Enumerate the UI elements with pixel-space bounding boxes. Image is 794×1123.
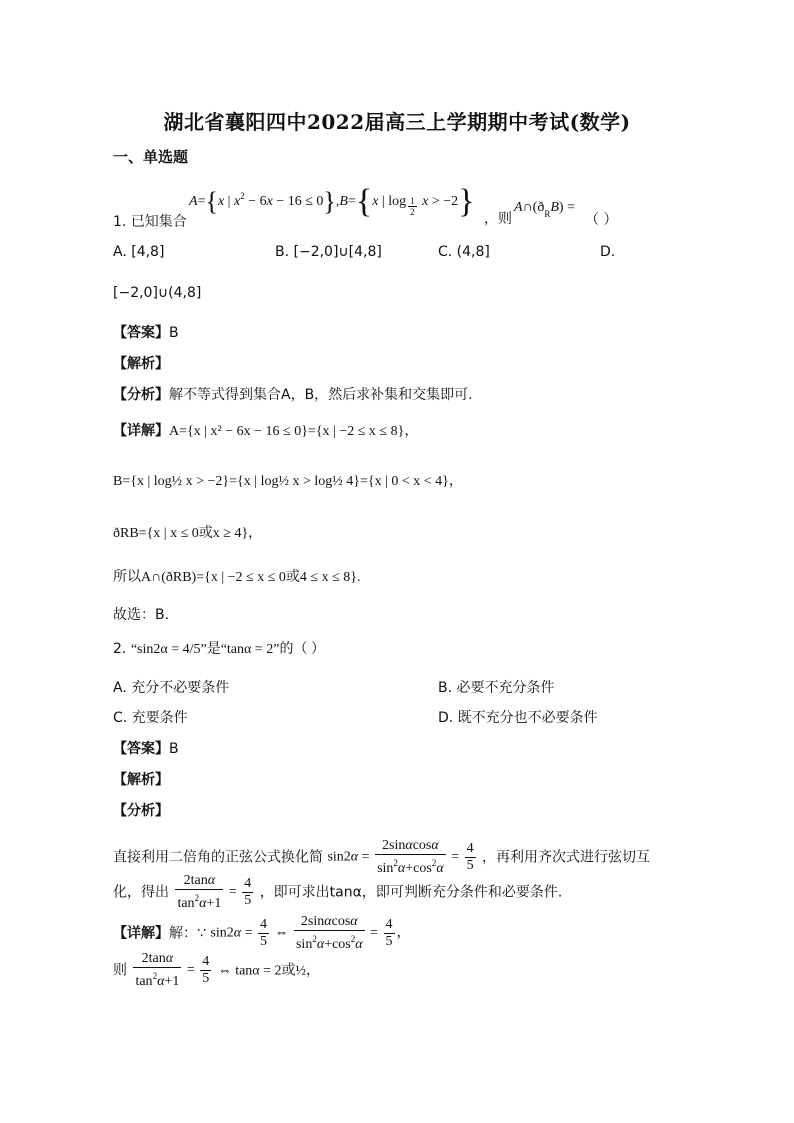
q2-detail-b-suffix: ⇔ tanα = 2或½， xyxy=(217,963,321,979)
q1-ask-prefix: ，则 xyxy=(484,211,512,227)
q2-option-a: A. 充分不必要条件 xyxy=(113,680,230,696)
q2-fenxi-line1 xyxy=(113,838,650,877)
q1-analysis-label: 【解析】 xyxy=(113,356,169,372)
q1-detail-line4-prefix: 所以 xyxy=(113,569,141,585)
q2-detail-formula1: sin2α = $\frac{4}{5}$ ⇔ $\frac{2\sin\alpha\cos\alpha}{\sin^2\alpha+\cos^2\alpha}$ = $\frac{4}{5}$ ， xyxy=(210,914,411,952)
q1-answer xyxy=(113,322,179,342)
q2-detail-line1 xyxy=(113,914,411,953)
q2-stem xyxy=(113,638,325,658)
q1-answer-label: 【答案】 xyxy=(113,325,169,341)
q2-detail-formula2: $\frac{2\tan\alpha}{\tan^2\alpha+1}$ = $\frac{4}{5}$ xyxy=(135,951,210,989)
q1-fenxi-text: 解不等式得到集合A，B，然后求补集和交集即可. xyxy=(169,387,473,403)
q2-detail-line2 xyxy=(113,951,320,990)
q2-fenxi-label: 【分析】 xyxy=(113,803,169,819)
q2-fenxi-line2 xyxy=(113,873,562,912)
q2-stem-text: “sin2α = 4/5”是“tanα = 2”的（ ） xyxy=(130,642,325,657)
q2-option-b: B. 必要不充分条件 xyxy=(438,680,555,696)
q2-analysis-label: 【解析】 xyxy=(113,772,169,788)
q1-lead-text: 已知集合 xyxy=(130,214,187,230)
q2-option-c: C. 充要条件 xyxy=(113,710,188,726)
q2-fenxi-text1-a: 直接利用二倍角的正弦公式换化简 xyxy=(113,849,323,866)
q1-detail-line3: ðRB={x | x ≤ 0或x ≥ 4}， xyxy=(113,526,263,541)
q1-conclusion: 故选：B. xyxy=(113,607,170,623)
q2-answer-value: B xyxy=(169,741,179,757)
q1-blank: （ ） xyxy=(585,212,618,228)
q1-answer-value: B xyxy=(169,325,179,341)
q1-option-d-label: D. xyxy=(600,244,616,260)
q2-fenxi-formula1: sin2α = $\frac{2\sin\alpha\cos\alpha}{\sin^2\alpha+\cos^2\alpha}$ = $\frac{4}{5}$ xyxy=(327,838,474,876)
q2-detail-label: 【详解】 xyxy=(113,925,169,942)
q2-fenxi-text1-b: ，再利用齐次式进行弦切互 xyxy=(482,849,651,866)
q1-ask: $A\cap(ð_RB)$ = xyxy=(514,200,575,219)
q2-fenxi-text2-b: ，即可求出tanα，即可判断充分条件和必要条件. xyxy=(259,884,563,901)
q1-lead xyxy=(113,211,187,231)
q1-detail-line1: A={x | x² − 6x − 16 ≤ 0}={x | −2 ≤ x ≤ 8}， xyxy=(169,424,419,439)
q1-detail-label: 【详解】 xyxy=(113,423,169,439)
q2-answer xyxy=(113,738,179,758)
q1-detail-1 xyxy=(113,420,418,440)
section-heading: 一、单选题 xyxy=(113,148,189,166)
q1-option-b: B. [−2,0]∪[4,8] xyxy=(275,244,382,260)
q2-number: 2. xyxy=(113,641,127,657)
q2-fenxi-formula2: $\frac{2\tan\alpha}{\tan^2\alpha+1}$ = $\frac{4}{5}$ xyxy=(177,873,252,911)
q1-option-a: A. [4,8] xyxy=(113,244,165,260)
q1-option-c: C. (4,8] xyxy=(438,244,490,260)
q1-option-d-value: [−2,0]∪(4,8] xyxy=(113,285,202,301)
q2-answer-label: 【答案】 xyxy=(113,741,169,757)
q1-detail-line4: A∩(ðRB)={x | −2 ≤ x ≤ 0或4 ≤ x ≤ 8}. xyxy=(141,570,361,585)
page-title: 湖北省襄阳四中2022届高三上学期期中考试(数学) xyxy=(163,110,631,134)
q1-fenxi xyxy=(113,384,473,404)
q2-option-d: D. 既不充分也不必要条件 xyxy=(438,710,598,726)
q2-fenxi-text2-a: 化，得出 xyxy=(113,884,169,901)
q1-number: 1. xyxy=(113,214,127,230)
q1-detail-4 xyxy=(113,566,361,586)
q2-detail-b-prefix: 则 xyxy=(113,962,127,979)
q2-detail-a: 解：∵ xyxy=(169,925,206,942)
q1-sets: A={x | $x^2 - 6x - 16 \le 0\},B=\{x$ | log $\frac{1}{2}$ x > −2} xyxy=(189,183,475,220)
q1-fenxi-label: 【分析】 xyxy=(113,387,169,403)
q1-detail-line2: B={x | log½ x > −2}={x | log½ x > log½ 4}={x | 0 < x < 4}， xyxy=(113,474,463,489)
